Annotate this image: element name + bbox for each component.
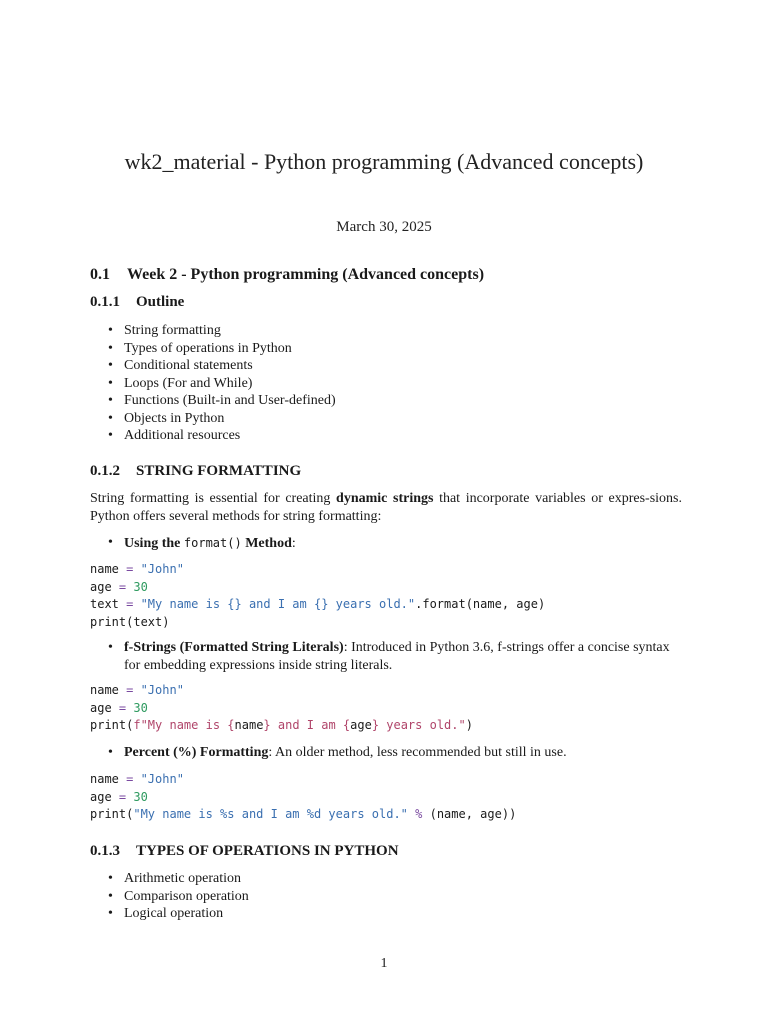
- outline-heading: [90, 294, 184, 311]
- outline-item: • String formatting: [124, 322, 336, 340]
- document-date: March 30, 2025: [336, 219, 432, 235]
- code-token: age: [90, 700, 119, 715]
- code-token: } and I am {: [263, 718, 351, 733]
- string-formatting-intro: [90, 490, 682, 526]
- code-token: 30: [126, 700, 148, 715]
- code-token: print(: [90, 807, 134, 822]
- outline-list: [124, 322, 336, 445]
- string-formatting-heading: [90, 463, 301, 480]
- code-token: age: [90, 579, 119, 594]
- method-format-item: [124, 534, 684, 553]
- operations-heading: [90, 843, 399, 860]
- code-token: age: [350, 718, 372, 733]
- section-number: 0.1: [90, 266, 110, 283]
- operations-item: • Logical operation: [124, 905, 249, 923]
- code-token: text: [90, 597, 127, 612]
- code-token: %: [407, 807, 430, 822]
- method-fstring-label: f-Strings (Formatted String Literals): [124, 640, 344, 655]
- outline-item: • Additional resources: [124, 427, 336, 445]
- outline-title: Outline: [136, 294, 185, 310]
- code-token: print(: [90, 718, 134, 733]
- page-number: 1: [380, 956, 388, 971]
- code-token: "John": [133, 562, 184, 576]
- code-token: =: [118, 700, 127, 715]
- method-fstring-item: [124, 639, 684, 675]
- operations-item: • Comparison operation: [124, 888, 249, 906]
- intro-bold: dynamic strings: [336, 491, 434, 506]
- code-token: 30: [126, 579, 148, 594]
- code-token: "John": [133, 683, 184, 697]
- method-format-label-b: Method: [241, 536, 292, 551]
- method-percent-desc: : An older method, less recommended but still in use.: [268, 745, 567, 760]
- method-percent-item: [124, 744, 684, 762]
- method-format-label-a: Using the: [124, 536, 184, 551]
- code-token: name: [90, 562, 127, 576]
- method-fstring-desc: : Introduced in Python 3.6, f-strings offer a concise syntax for embedding expressions inside string literals.: [124, 640, 670, 673]
- intro-text-rest: that incorporate variables or expres-sions. Python offers several methods for string formatting:: [90, 491, 682, 524]
- method-percent-label: Percent (%) Formatting: [124, 745, 269, 760]
- code-token: age: [90, 789, 119, 804]
- document-title: wk2_material - Python programming (Advanced concepts): [124, 149, 644, 174]
- method-format-code: format(): [183, 536, 242, 550]
- outline-item: • Conditional statements: [124, 357, 336, 375]
- outline-item: • Loops (For and While): [124, 375, 336, 393]
- operations-title: TYPES OF OPERATIONS IN PYTHON: [136, 843, 399, 859]
- code-token: =: [118, 579, 127, 594]
- code-token: =: [126, 597, 134, 612]
- code-token: "John": [133, 772, 184, 786]
- code-token: =: [126, 562, 134, 576]
- code-token: name: [90, 772, 127, 786]
- code-token: } years old.": [371, 718, 466, 733]
- outline-number: 0.1.1: [90, 294, 120, 310]
- outline-item: • Functions (Built-in and User-defined): [124, 392, 336, 410]
- method-format-label: [124, 536, 292, 551]
- code-token: "My name is %s and I am %d years old.": [133, 807, 408, 822]
- code-token: (name, age)): [429, 807, 517, 822]
- code-token: 30: [126, 789, 148, 804]
- section-heading: [90, 266, 484, 284]
- operations-number: 0.1.3: [90, 843, 120, 859]
- code-token: ): [465, 718, 473, 733]
- code-block-percent: [90, 771, 516, 824]
- outline-item: • Objects in Python: [124, 410, 336, 428]
- code-token: name: [234, 718, 264, 733]
- method-format-colon: :: [291, 536, 296, 551]
- section-title: Week 2 - Python programming (Advanced concepts): [127, 266, 485, 283]
- intro-text: String formatting is essential for creating: [90, 491, 337, 506]
- code-token: .format(name, age): [415, 597, 546, 612]
- code-token: print(text): [90, 614, 170, 629]
- code-token: =: [126, 683, 134, 697]
- operations-item: • Arithmetic operation: [124, 870, 249, 888]
- code-token: f"My name is {: [133, 718, 235, 733]
- outline-item: • Types of operations in Python: [124, 340, 336, 358]
- code-block-fstring: [90, 682, 473, 735]
- operations-list: [124, 870, 249, 923]
- string-formatting-number: 0.1.2: [90, 463, 120, 479]
- code-token: "My name is {} and I am {} years old.": [133, 597, 416, 612]
- code-token: =: [118, 789, 127, 804]
- code-token: name: [90, 683, 127, 697]
- code-token: =: [126, 772, 134, 786]
- string-formatting-title: STRING FORMATTING: [136, 463, 302, 479]
- code-block-format: [90, 561, 545, 631]
